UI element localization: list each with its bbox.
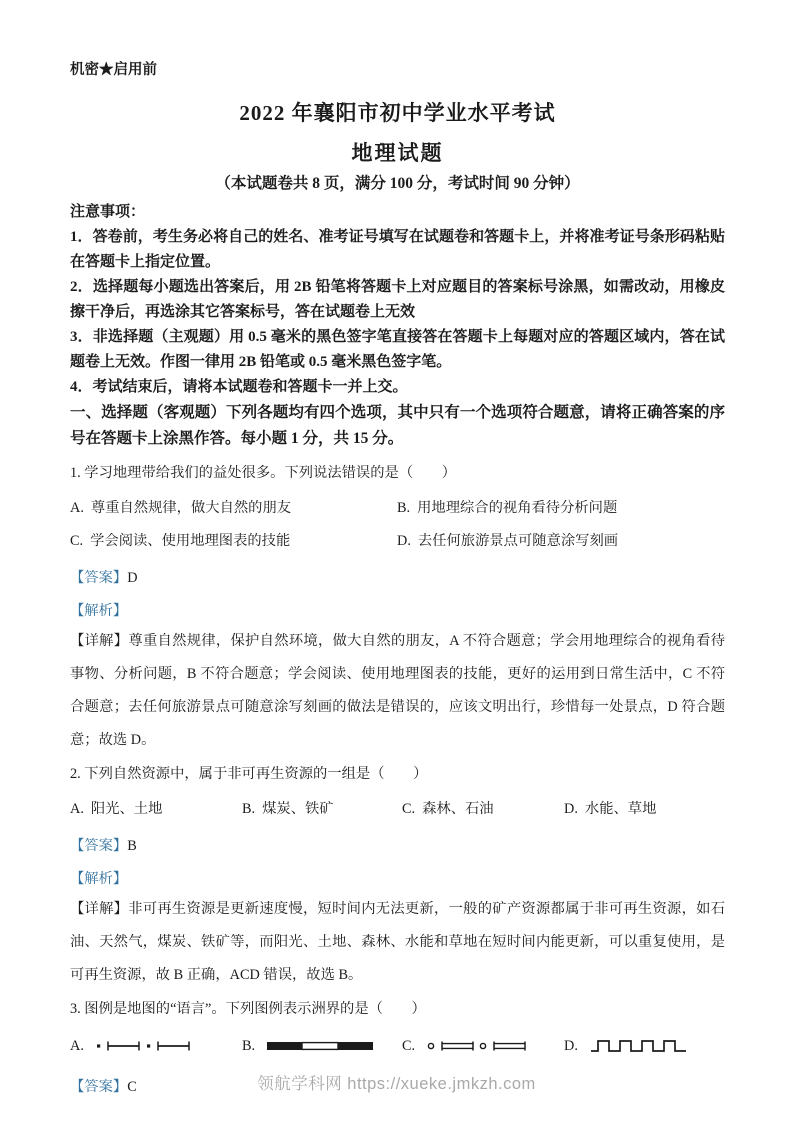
answer-label: 【答案】: [70, 838, 128, 854]
notice-item-4: 4．考试结束后，请将本试题卷和答题卡一并上交。: [70, 379, 408, 395]
question-1-option-b: [397, 497, 725, 520]
security-label: 机密★启用前: [70, 62, 157, 78]
option-text: 用地理综合的视角看待分析问题: [417, 500, 618, 516]
exam-subject-title: 地理试题: [351, 141, 444, 165]
option-text: 煤炭、铁矿: [262, 801, 334, 817]
option-label: C.: [402, 801, 416, 817]
answer-value: C: [127, 1079, 137, 1095]
option-label: C.: [402, 1038, 416, 1054]
option-label: D.: [564, 801, 578, 817]
question-2-option-c: [402, 798, 564, 821]
page-content: [70, 58, 725, 1099]
square-wave-wall-legend-icon: [589, 1038, 689, 1054]
notice-item-1: 1．答卷前，考生务必将自己的姓名、准考证号填写在试题卷和答题卡上，并将准考证号条形码粘贴在答题卡上指定位置。: [70, 229, 725, 270]
question-2: [70, 763, 725, 992]
option-label: C.: [70, 533, 84, 549]
question-3-options: [70, 1035, 725, 1058]
question-1: [70, 462, 725, 757]
notice-item-3: 3．非选择题（主观题）用 0.5 毫米的黑色签字笔直接答在答题卡上每题对应的答题区域内，答在试题卷上无效。作图一律用 2B 铅笔或 0.5 毫米黑色签字笔。: [70, 329, 725, 370]
answer-value: B: [127, 838, 137, 854]
question-1-stem: 1. 学习地理带给我们的益处很多。下列说法错误的是（ ）: [70, 465, 457, 481]
option-text: 阳光、土地: [90, 801, 163, 817]
question-2-stem: 2. 下列自然资源中，属于非可再生资源的一组是（ ）: [70, 766, 428, 782]
exam-info-line: （本试题卷共 8 页，满分 100 分，考试时间 90 分钟）: [215, 175, 580, 192]
option-text: 学会阅读、使用地理图表的技能: [90, 533, 291, 549]
question-2-analysis-line: [70, 868, 725, 891]
question-2-options: [70, 798, 725, 821]
question-1-detail: 【详解】尊重自然规律，保护自然环境，做大自然的朋友，A 不符合题意；学会用地理综合的视角看待事物、分析问题，B 不符合题意；学会阅读、使用地理图表的技能，更好的运用到日常生活中，C 不符合题意；去任何旅游景点可随意涂写刻画的做法是错误的，应该文明出行，珍惜每一处景点，D 符合题意；故选 D。: [70, 633, 725, 748]
option-text: 水能、草地: [584, 801, 657, 817]
dot-and-tick-line-legend-icon: [95, 1039, 195, 1053]
question-3-option-b: [242, 1035, 402, 1058]
question-3-option-c: [402, 1035, 564, 1058]
notice-item-2: 2．选择题每小题选出答案后，用 2B 铅笔将答题卡上对应题目的答案标号涂黑，如需改动，用橡皮擦干净后，再选涂其它答案标号，答在试题卷上无效: [70, 279, 725, 320]
option-label: B.: [397, 500, 411, 516]
railway-bar-legend-icon: [266, 1040, 374, 1052]
analysis-label: 【解析】: [70, 871, 128, 887]
analysis-label: 【解析】: [70, 603, 128, 619]
section-heading: 一、选择题（客观题）下列各题均有四个选项，其中只有一个选项符合题意，请将正确答案的序号在答题卡上涂黑作答。每小题 1 分，共 15 分。: [70, 404, 725, 447]
answer-label: 【答案】: [70, 570, 128, 586]
question-3-option-d: [564, 1035, 725, 1058]
question-1-option-d: [397, 530, 725, 553]
option-label: A.: [70, 500, 84, 516]
option-label: B.: [242, 801, 256, 817]
option-label: D.: [397, 533, 411, 549]
question-1-analysis-line: [70, 600, 725, 623]
question-2-detail: 【详解】非可再生资源是更新速度慢，短时间内无法更新，一般的矿产资源都属于非可再生资源，如石油、天然气，煤炭、铁矿等，而阳光、土地、森林、水能和草地在短时间内能更新，可以重复使用，是可再生资源，故 B 正确，ACD 错误，故选 B。: [70, 901, 725, 983]
option-label: A.: [70, 1038, 84, 1054]
option-text: 尊重自然规律，做大自然的朋友: [90, 500, 292, 516]
question-3-option-a: [70, 1035, 242, 1058]
question-1-answer-line: [70, 567, 725, 590]
question-1-option-a: [70, 497, 397, 520]
notice-heading: 注意事项：: [70, 204, 146, 220]
answer-value: D: [127, 570, 138, 586]
question-2-answer-line: [70, 835, 725, 858]
question-3-stem: 3. 图例是地图的“语言”。下列图例表示洲界的是（ ）: [70, 1001, 426, 1017]
exam-title: 2022 年襄阳市初中学业水平考试: [239, 101, 556, 125]
question-2-option-a: [70, 798, 242, 821]
circle-and-double-line-legend-icon: [426, 1039, 530, 1053]
footer-watermark: 领航学科网 https://xueke.jmkzh.com: [257, 1075, 536, 1093]
answer-label: 【答案】: [70, 1079, 128, 1095]
option-label: A.: [70, 801, 84, 817]
option-text: 森林、石油: [422, 801, 494, 817]
option-text: 去任何旅游景点可随意涂写刻画: [417, 533, 619, 549]
question-1-option-c: [70, 530, 397, 553]
option-label: D.: [564, 1038, 578, 1054]
option-label: B.: [242, 1038, 256, 1054]
question-2-option-d: [564, 798, 725, 821]
question-2-option-b: [242, 798, 402, 821]
question-1-options: [70, 497, 725, 553]
